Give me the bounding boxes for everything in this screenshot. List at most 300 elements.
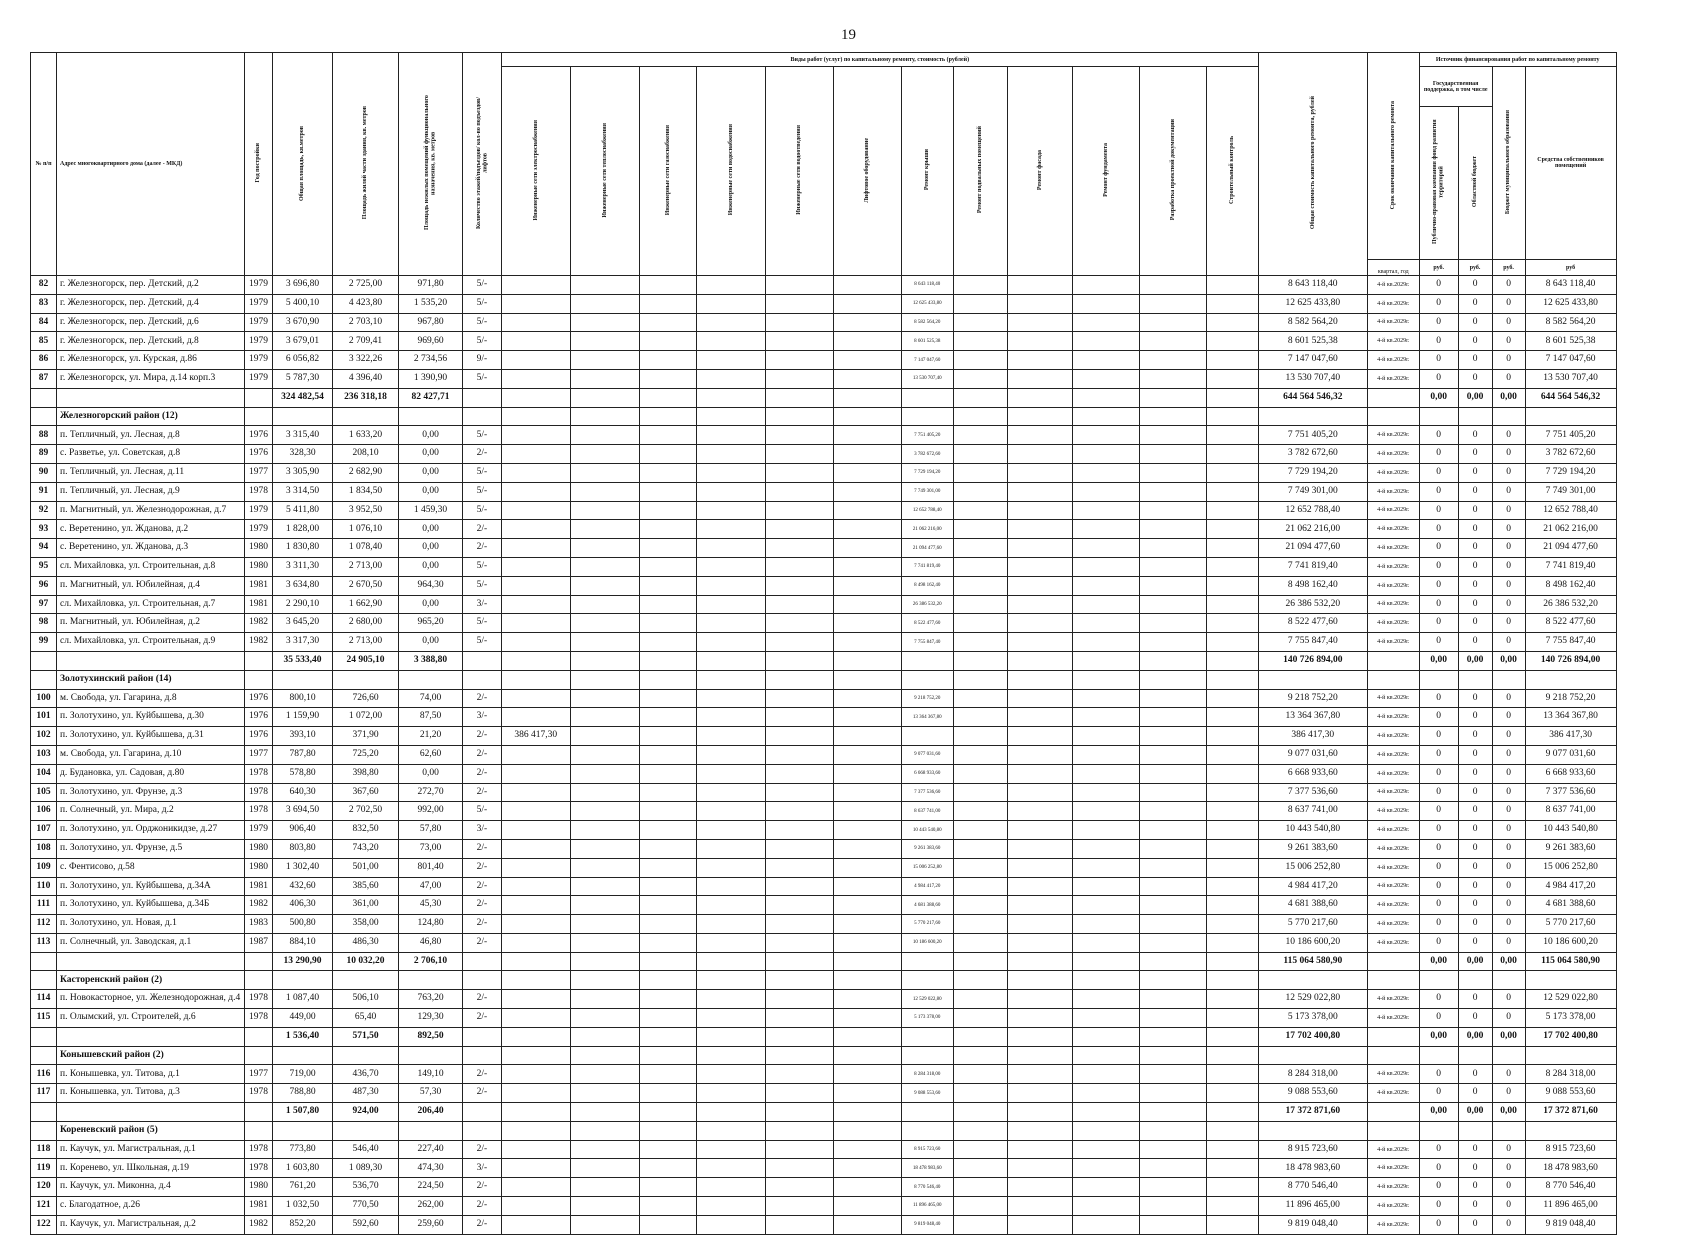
floors: 2/- [463, 1215, 502, 1234]
fund-value: 0 [1419, 294, 1458, 313]
table-cell [570, 1046, 639, 1065]
unit-label: руб [1525, 260, 1616, 276]
table-cell [833, 1121, 901, 1140]
nonliving-area: 74,00 [399, 689, 463, 708]
owners-value: 7 729 194,20 [1525, 463, 1616, 482]
work-cell [1007, 520, 1072, 539]
work-cell [953, 445, 1007, 464]
work-cell [765, 576, 833, 595]
municipal-value: 0 [1492, 1084, 1525, 1103]
table-row [31, 633, 1617, 652]
row-number: 109 [31, 858, 57, 877]
work-cell [1072, 1009, 1139, 1028]
total-area: 432,60 [273, 877, 333, 896]
table-row [31, 426, 1617, 445]
table-cell [953, 1121, 1007, 1140]
work-cell [696, 595, 765, 614]
year-built: 1982 [245, 614, 273, 633]
living-area: 358,00 [333, 915, 399, 934]
table-cell [399, 1121, 463, 1140]
address: п. Золотухино, ул. Фрунзе, д.5 [57, 839, 245, 858]
fund-value: 0 [1419, 708, 1458, 727]
work-cell [1007, 877, 1072, 896]
work-cell [833, 1084, 901, 1103]
work-cell [1072, 727, 1139, 746]
total-area: 3 305,90 [273, 463, 333, 482]
work-cell [1072, 482, 1139, 501]
work-cell [765, 426, 833, 445]
work-cell [639, 1140, 696, 1159]
work-cell [1206, 745, 1258, 764]
table-cell [245, 1046, 273, 1065]
work-electric [501, 1009, 570, 1028]
work-electric [501, 1197, 570, 1216]
nonliving-area: 0,00 [399, 520, 463, 539]
work-cell [639, 557, 696, 576]
row-number: 112 [31, 915, 57, 934]
subtotal-nonliving: 3 388,80 [399, 651, 463, 670]
work-cell [1206, 482, 1258, 501]
owners-value: 9 088 553,60 [1525, 1084, 1616, 1103]
col-municipal-header: Бюджет муниципального образования [1505, 109, 1512, 215]
table-cell [696, 670, 765, 689]
work-cell [1139, 614, 1206, 633]
municipal-value: 0 [1492, 727, 1525, 746]
table-cell [1258, 407, 1367, 426]
total-cost: 10 443 540,80 [1258, 821, 1367, 840]
regional-value: 0 [1458, 332, 1492, 351]
table-cell [501, 407, 570, 426]
total-area: 393,10 [273, 727, 333, 746]
work-cell [1139, 915, 1206, 934]
fund-value: 0 [1419, 802, 1458, 821]
subtotal-municipal: 0,00 [1492, 388, 1525, 407]
municipal-value: 0 [1492, 595, 1525, 614]
work-cell [1206, 915, 1258, 934]
year-built: 1982 [245, 1215, 273, 1234]
work-cell [570, 351, 639, 370]
work-cell [570, 839, 639, 858]
municipal-value: 0 [1492, 915, 1525, 934]
work-cell [1206, 501, 1258, 520]
work-cell [765, 1197, 833, 1216]
year-built: 1976 [245, 445, 273, 464]
work-electric [501, 689, 570, 708]
deadline: 4-й кв.2029г. [1367, 482, 1419, 501]
work-roof: 26 386 532,20 [901, 595, 953, 614]
table-cell [696, 651, 765, 670]
address: п. Тепличный, ул. Лесная, д.8 [57, 426, 245, 445]
regional-value: 0 [1458, 858, 1492, 877]
subtotal-living: 10 032,20 [333, 952, 399, 971]
table-cell [953, 1103, 1007, 1122]
deadline: 4-й кв.2029г. [1367, 689, 1419, 708]
table-cell [501, 971, 570, 990]
year-built: 1979 [245, 276, 273, 295]
owners-value: 8 498 162,40 [1525, 576, 1616, 595]
work-cell [833, 1215, 901, 1234]
table-row [31, 1084, 1617, 1103]
table-cell [639, 1027, 696, 1046]
table-cell [501, 388, 570, 407]
table-cell [399, 971, 463, 990]
nonliving-area: 964,30 [399, 576, 463, 595]
table-cell [1072, 670, 1139, 689]
nonliving-area: 129,30 [399, 1009, 463, 1028]
work-roof: 10 443 540,80 [901, 821, 953, 840]
nonliving-area: 474,30 [399, 1159, 463, 1178]
work-cell [1139, 896, 1206, 915]
subtotal-municipal: 0,00 [1492, 952, 1525, 971]
owners-value: 8 601 525,38 [1525, 332, 1616, 351]
total-area: 640,30 [273, 783, 333, 802]
table-cell [273, 971, 333, 990]
nonliving-area: 801,40 [399, 858, 463, 877]
nonliving-area: 971,80 [399, 276, 463, 295]
work-cell [639, 463, 696, 482]
living-area: 770,50 [333, 1197, 399, 1216]
floors: 2/- [463, 445, 502, 464]
municipal-value: 0 [1492, 633, 1525, 652]
work-cell [1139, 595, 1206, 614]
work-cell [1206, 821, 1258, 840]
work-cell [1139, 858, 1206, 877]
table-row [31, 858, 1617, 877]
floors: 2/- [463, 745, 502, 764]
work-cell [570, 1197, 639, 1216]
work-cell [1139, 821, 1206, 840]
deadline: 4-й кв.2029г. [1367, 614, 1419, 633]
deadline: 4-й кв.2029г. [1367, 1140, 1419, 1159]
regional-value: 0 [1458, 539, 1492, 558]
work-cell [639, 332, 696, 351]
work-cell [696, 858, 765, 877]
total-area: 328,30 [273, 445, 333, 464]
total-cost: 10 186 600,20 [1258, 933, 1367, 952]
table-cell [1258, 670, 1367, 689]
table-cell [953, 407, 1007, 426]
owners-value: 7 749 301,00 [1525, 482, 1616, 501]
table-cell [57, 1103, 245, 1122]
total-area: 5 787,30 [273, 369, 333, 388]
table-cell [1072, 1121, 1139, 1140]
year-built: 1979 [245, 313, 273, 332]
municipal-value: 0 [1492, 839, 1525, 858]
address: г. Железногорск, пер. Детский, д.6 [57, 313, 245, 332]
regional-value: 0 [1458, 839, 1492, 858]
deadline: 4-й кв.2029г. [1367, 276, 1419, 295]
owners-value: 18 478 983,60 [1525, 1159, 1616, 1178]
work-cell [696, 1009, 765, 1028]
municipal-value: 0 [1492, 896, 1525, 915]
work-roof: 7 147 047,60 [901, 351, 953, 370]
table-cell [1367, 407, 1419, 426]
year-built: 1987 [245, 933, 273, 952]
deadline: 4-й кв.2029г. [1367, 783, 1419, 802]
nonliving-area: 1 535,20 [399, 294, 463, 313]
table-cell [1072, 651, 1139, 670]
row-number: 101 [31, 708, 57, 727]
deadline: 4-й кв.2029г. [1367, 445, 1419, 464]
work-cell [696, 933, 765, 952]
fund-value: 0 [1419, 576, 1458, 595]
row-number: 103 [31, 745, 57, 764]
subtotal-cost: 115 064 580,90 [1258, 952, 1367, 971]
work-cell [953, 896, 1007, 915]
work-cell [833, 1197, 901, 1216]
table-cell [1007, 388, 1072, 407]
subtotal-living: 924,00 [333, 1103, 399, 1122]
table-cell [1206, 407, 1258, 426]
work-cell [1072, 915, 1139, 934]
work-cell [570, 633, 639, 652]
row-number: 110 [31, 877, 57, 896]
row-number: 93 [31, 520, 57, 539]
deadline: 4-й кв.2029г. [1367, 1065, 1419, 1084]
work-electric [501, 877, 570, 896]
living-area: 1 078,40 [333, 539, 399, 558]
municipal-value: 0 [1492, 614, 1525, 633]
work-roof: 7 741 819,40 [901, 557, 953, 576]
work-cell [639, 576, 696, 595]
table-cell [833, 952, 901, 971]
municipal-value: 0 [1492, 1009, 1525, 1028]
total-area: 5 400,10 [273, 294, 333, 313]
total-cost: 13 364 367,80 [1258, 708, 1367, 727]
subtotal-owners: 17 702 400,80 [1525, 1027, 1616, 1046]
year-built: 1979 [245, 501, 273, 520]
work-cell [639, 821, 696, 840]
subtotal-nonliving: 206,40 [399, 1103, 463, 1122]
work-cell [765, 1065, 833, 1084]
municipal-value: 0 [1492, 426, 1525, 445]
nonliving-area: 272,70 [399, 783, 463, 802]
work-cell [639, 689, 696, 708]
work-cell [1072, 990, 1139, 1009]
owners-value: 15 006 252,80 [1525, 858, 1616, 877]
table-cell [1139, 651, 1206, 670]
work-cell [696, 915, 765, 934]
table-cell [1206, 670, 1258, 689]
work-cell [1206, 1140, 1258, 1159]
table-cell [901, 971, 953, 990]
table-cell [1072, 407, 1139, 426]
work-cell [1139, 463, 1206, 482]
col-work-header: Строительный контроль [1229, 136, 1236, 204]
address: г. Железногорск, пер. Детский, д.4 [57, 294, 245, 313]
work-cell [570, 463, 639, 482]
work-cell [1007, 351, 1072, 370]
work-cell [1007, 557, 1072, 576]
living-area: 726,60 [333, 689, 399, 708]
municipal-value: 0 [1492, 1178, 1525, 1197]
deadline: 4-й кв.2029г. [1367, 708, 1419, 727]
work-cell [1139, 839, 1206, 858]
living-area: 1 834,50 [333, 482, 399, 501]
work-cell [765, 839, 833, 858]
table-cell [1007, 1121, 1072, 1140]
work-cell [639, 764, 696, 783]
total-area: 3 645,20 [273, 614, 333, 633]
work-cell [1072, 745, 1139, 764]
floors: 3/- [463, 595, 502, 614]
table-cell [1419, 971, 1458, 990]
work-roof: 8 522 477,60 [901, 614, 953, 633]
table-row [31, 276, 1617, 295]
work-cell [696, 276, 765, 295]
unit-label: руб. [1419, 260, 1458, 276]
work-electric [501, 294, 570, 313]
work-cell [1007, 990, 1072, 1009]
work-cell [765, 520, 833, 539]
work-cell [1139, 877, 1206, 896]
work-cell [1072, 501, 1139, 520]
floors: 2/- [463, 539, 502, 558]
work-cell [639, 1215, 696, 1234]
work-cell [1007, 445, 1072, 464]
work-cell [953, 1197, 1007, 1216]
work-roof: 13 364 367,80 [901, 708, 953, 727]
table-cell [765, 407, 833, 426]
work-cell [953, 369, 1007, 388]
table-cell [57, 952, 245, 971]
work-cell [1206, 1065, 1258, 1084]
work-cell [1007, 802, 1072, 821]
col-work-header: Инженерные сети теплоснабжения [601, 122, 608, 218]
year-built: 1976 [245, 708, 273, 727]
work-cell [1139, 1065, 1206, 1084]
work-cell [1139, 351, 1206, 370]
owners-value: 8 637 741,00 [1525, 802, 1616, 821]
total-cost: 15 006 252,80 [1258, 858, 1367, 877]
row-number: 119 [31, 1159, 57, 1178]
regional-value: 0 [1458, 369, 1492, 388]
year-built: 1980 [245, 557, 273, 576]
fund-value: 0 [1419, 539, 1458, 558]
work-cell [765, 1215, 833, 1234]
table-cell [639, 971, 696, 990]
work-cell [570, 482, 639, 501]
table-cell [953, 1046, 1007, 1065]
table-cell [1206, 971, 1258, 990]
work-cell [765, 445, 833, 464]
work-cell [1007, 595, 1072, 614]
row-number: 108 [31, 839, 57, 858]
deadline: 4-й кв.2029г. [1367, 426, 1419, 445]
work-cell [1007, 1009, 1072, 1028]
regional-value: 0 [1458, 783, 1492, 802]
municipal-value: 0 [1492, 557, 1525, 576]
table-row [31, 764, 1617, 783]
table-cell [31, 1027, 57, 1046]
work-electric [501, 426, 570, 445]
subtotal-nonliving: 2 706,10 [399, 952, 463, 971]
work-roof: 6 668 933,60 [901, 764, 953, 783]
floors: 3/- [463, 1159, 502, 1178]
work-cell [696, 764, 765, 783]
total-area: 3 314,50 [273, 482, 333, 501]
work-cell [953, 1084, 1007, 1103]
address: п. Магнитный, ул. Юбилейная, д.2 [57, 614, 245, 633]
work-roof: 7 751 405,20 [901, 426, 953, 445]
nonliving-area: 47,00 [399, 877, 463, 896]
owners-value: 9 261 383,60 [1525, 839, 1616, 858]
fund-value: 0 [1419, 933, 1458, 952]
nonliving-area: 21,20 [399, 727, 463, 746]
table-cell [1525, 971, 1616, 990]
col-work-header: Инженерные сети водоотведения [796, 125, 803, 215]
work-cell [833, 783, 901, 802]
work-cell [1072, 933, 1139, 952]
table-cell [57, 388, 245, 407]
table-cell [31, 1103, 57, 1122]
total-cost: 9 077 031,60 [1258, 745, 1367, 764]
work-electric [501, 445, 570, 464]
owners-value: 8 770 546,40 [1525, 1178, 1616, 1197]
work-cell [639, 802, 696, 821]
living-area: 1 633,20 [333, 426, 399, 445]
work-cell [1139, 426, 1206, 445]
work-cell [1139, 369, 1206, 388]
table-row [31, 727, 1617, 746]
col-total-cost-header: Общая стоимость капитального ремонта, рублей [1309, 96, 1316, 230]
work-cell [1206, 1159, 1258, 1178]
fund-value: 0 [1419, 520, 1458, 539]
total-cost: 8 643 118,40 [1258, 276, 1367, 295]
nonliving-area: 62,60 [399, 745, 463, 764]
address: п. Каучук, ул. Магистральная, д.2 [57, 1215, 245, 1234]
table-cell [1139, 407, 1206, 426]
work-electric [501, 821, 570, 840]
work-cell [1206, 445, 1258, 464]
total-cost: 9 261 383,60 [1258, 839, 1367, 858]
table-row [31, 783, 1617, 802]
subtotal-nonliving: 892,50 [399, 1027, 463, 1046]
table-row [31, 1140, 1617, 1159]
regional-value: 0 [1458, 595, 1492, 614]
work-cell [1072, 614, 1139, 633]
work-cell [1206, 1178, 1258, 1197]
work-electric [501, 802, 570, 821]
table-row [31, 1178, 1617, 1197]
municipal-value: 0 [1492, 482, 1525, 501]
table-cell [245, 651, 273, 670]
work-cell [1007, 1215, 1072, 1234]
total-cost: 18 478 983,60 [1258, 1159, 1367, 1178]
table-cell [1367, 1027, 1419, 1046]
year-built: 1978 [245, 1009, 273, 1028]
work-cell [953, 1009, 1007, 1028]
total-cost: 7 749 301,00 [1258, 482, 1367, 501]
living-area: 1 072,00 [333, 708, 399, 727]
table-cell [1007, 952, 1072, 971]
work-cell [570, 896, 639, 915]
col-owners-header: Средства собственников помещений [1525, 67, 1616, 260]
work-cell [639, 313, 696, 332]
table-cell [901, 952, 953, 971]
year-built: 1979 [245, 351, 273, 370]
col-num-header: № п/п [31, 53, 57, 276]
total-cost: 21 062 216,00 [1258, 520, 1367, 539]
work-cell [1007, 633, 1072, 652]
living-area: 436,70 [333, 1065, 399, 1084]
work-cell [1139, 1159, 1206, 1178]
work-cell [639, 369, 696, 388]
municipal-value: 0 [1492, 1215, 1525, 1234]
work-electric [501, 595, 570, 614]
table-cell [696, 1103, 765, 1122]
total-cost: 7 147 047,60 [1258, 351, 1367, 370]
